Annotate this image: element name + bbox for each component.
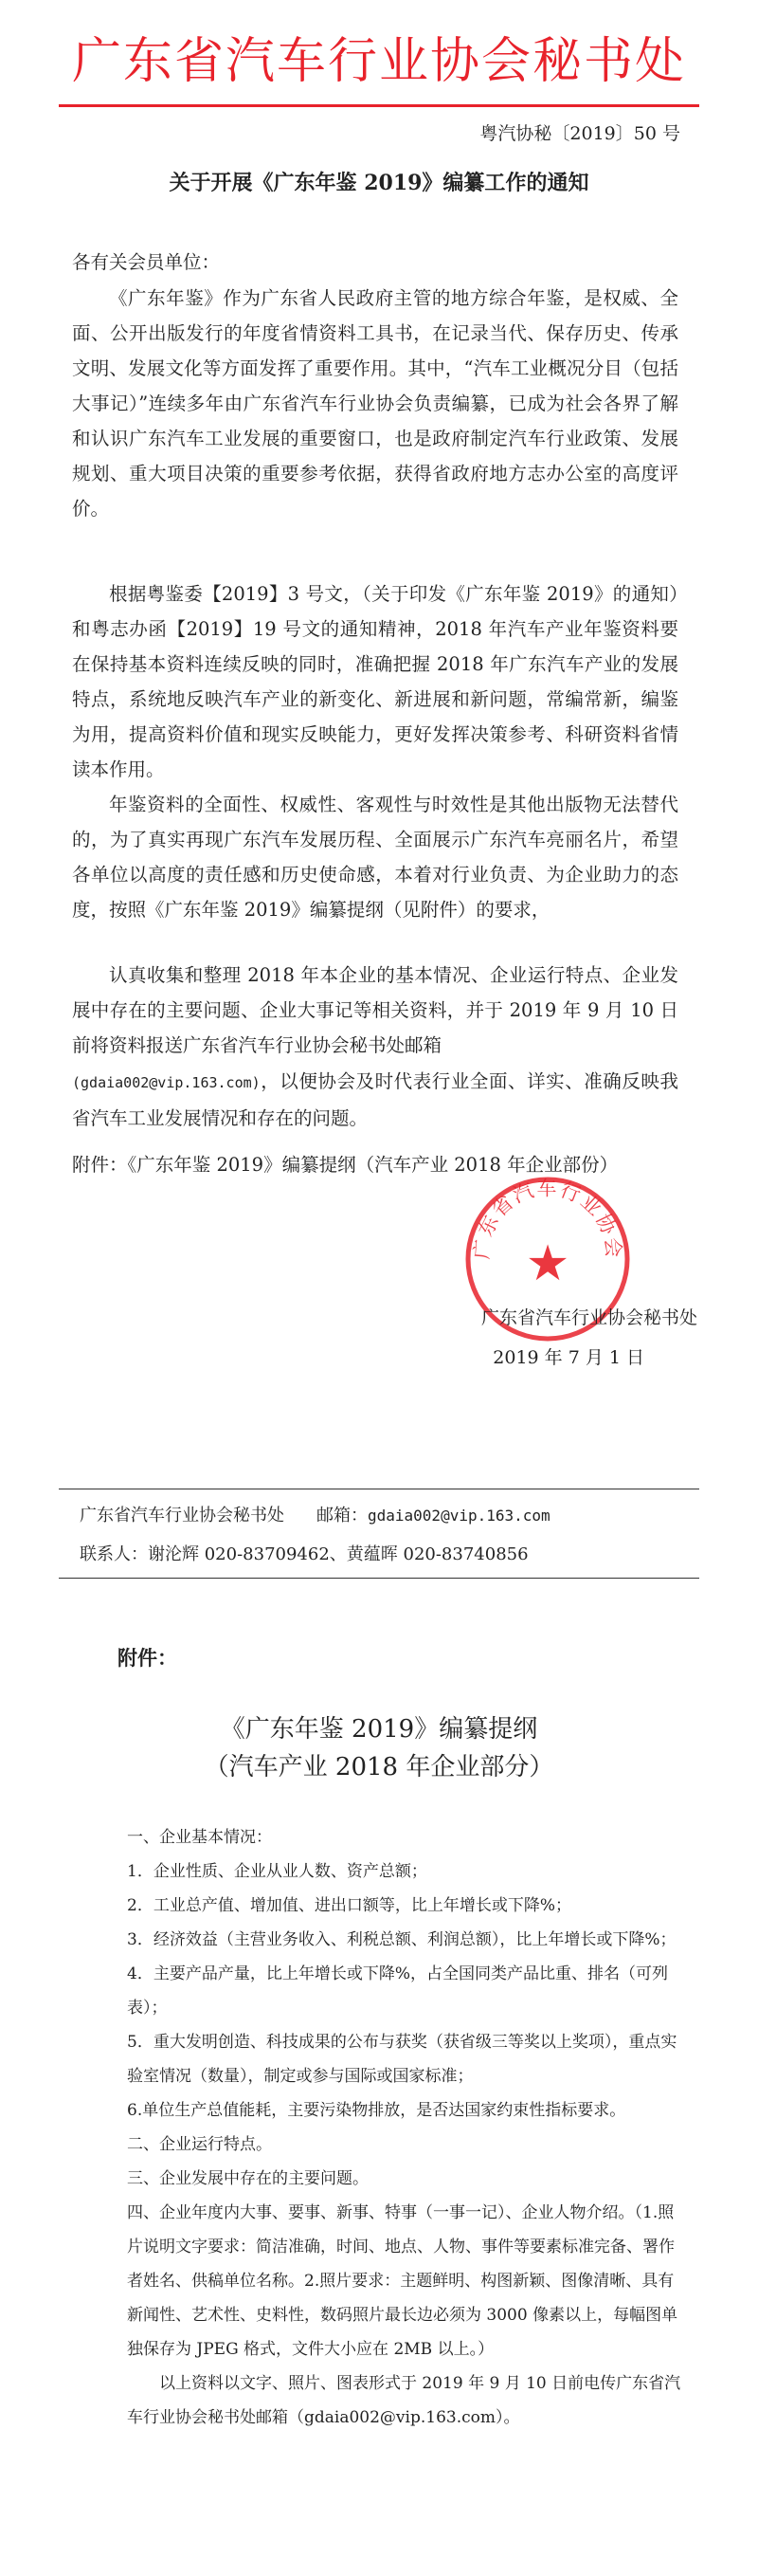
- paragraph-4-continued: [72, 1064, 678, 1136]
- paragraph-3: 年鉴资料的全面性、权威性、客观性与时效性是其他出版物无法替代的，为了真实再现广东汽车发展历程、全面展示广东汽车亮丽名片，希望各单位以高度的责任感和历史使命感，本着对行业负责、为企业助力的态度，按照《广东年鉴 2019》编纂提纲（见附件）的要求，: [72, 794, 678, 921]
- outline-item-6: 6.单位生产总值能耗，主要污染物排放，是否达国家约束性指标要求。: [127, 2101, 626, 2120]
- outline-item-5: 5．重大发明创造、科技成果的公布与获奖（获省级三等奖以上奖项），重点实验室情况（数量），制定或参与国际或国家标准；: [127, 2033, 677, 2086]
- issue-date: 2019 年 7 月 1 日: [493, 1347, 644, 1368]
- document-number: 粤汽协秘〔2019〕50 号: [479, 123, 680, 144]
- outline-item-2: 2．工业总产值、增加值、进出口额等，比上年增长或下降%；: [127, 1896, 571, 1915]
- outline-section-2: 二、企业运行特点。: [127, 2135, 272, 2154]
- paragraph-2: 根据粤鉴委【2019】3 号文，（关于印发《广东年鉴 2019》的通知）和粤志办函【2019】19 号文的通知精神，2018 年汽车产业年鉴资料要在保持基本资料连续反映的同时，准确把握 2018 年广东汽车产业的发展特点，系统地反映汽车产业的新变化、新进展和新问题，常编常新，编鉴为用，提高资料价值和现实反映能力，更好发挥决策参考、科研资料省情读本作用。: [72, 583, 678, 780]
- paragraph-4-rest: ，以便协会及时代表行业全面、详实、准确反映我省汽车工业发展情况和存在的问题。: [72, 1070, 678, 1129]
- salutation: 各有关会员单位：: [72, 251, 221, 273]
- paragraph-4: 认真收集和整理 2018 年本企业的基本情况、企业运行特点、企业发展中存在的主要问题、企业大事记等相关资料，并于 2019 年 9 月 10 日前将资料报送广东省汽车行业协会秘书处邮箱: [72, 964, 678, 1056]
- outline-section-3: 三、企业发展中存在的主要问题。: [127, 2169, 369, 2188]
- footer-email-label: 邮箱：: [316, 1506, 368, 1526]
- attachment-subtitle: （汽车产业 2018 年企业部分）: [204, 1753, 554, 1781]
- paragraph-1: 《广东年鉴》作为广东省人民政府主管的地方综合年鉴，是权威、全面、公开出版发行的年度省情资料工具书，在记录当代、保存历史、传承文明、发展文化等方面发挥了重要作用。其中，“汽车工业概况分目（包括大事记）”连续多年由广东省汽车行业协会负责编纂，已成为社会各界了解和认识广东汽车工业发展的重要窗口，也是政府制定汽车行业政策、发展规划、重大项目决策的重要参考依据，获得省政府地方志办公室的高度评价。: [72, 287, 678, 520]
- notice-email: (gdaia002@vip.163.com): [72, 1074, 261, 1091]
- attachment-title: 《广东年鉴 2019》编纂提纲: [220, 1715, 538, 1744]
- outline-closing: 以上资料以文字、照片、图表形式于 2019 年 9 月 10 日前电传广东省汽车行业协会秘书处邮箱（gdaia002@vip.163.com）。: [127, 2374, 681, 2427]
- notice-title: 关于开展《广东年鉴 2019》编纂工作的通知: [169, 171, 589, 195]
- footer-contacts: 联系人：谢沦辉 020-83709462、黄蕴晖 020-83740856: [80, 1544, 529, 1564]
- outline-item-1: 1．企业性质、企业从业人数、资产总额；: [127, 1862, 427, 1881]
- seal-text: 广东省汽车行业协会: [470, 1177, 625, 1261]
- attachment-note: 附件：《广东年鉴 2019》编纂提纲（汽车产业 2018 年企业部份）: [72, 1154, 619, 1176]
- footer-rule-bottom: [59, 1578, 699, 1579]
- outline-item-3: 3．经济效益（主营业务收入、利税总额、利润总额），比上年增长或下降%；: [127, 1930, 677, 1949]
- attachment-label: 附件：: [117, 1646, 177, 1670]
- attachment-outline: [127, 1820, 686, 2435]
- footer-org-line: [80, 1502, 550, 1526]
- org-letterhead: 广东省汽车行业协会秘书处: [71, 33, 686, 90]
- seal-star-icon: ★: [525, 1235, 570, 1292]
- letterhead-divider: [59, 104, 699, 107]
- footer-email: gdaia002@vip.163.com: [368, 1507, 550, 1525]
- outline-section-4: 四、企业年度内大事、要事、新事、特事（一事一记）、企业人物介绍。（1.照片说明文字要求：简洁准确，时间、地点、人物、事件等要素标准完备、署作者姓名、供稿单位名称。2.照片要求：主题鲜明、构图新颖、图像清晰、具有新闻性、艺术性、史料性，数码照片最长边必须为 3000 像素以上，每幅图单独保存为 JPEG 格式，文件大小应在 2MB 以上。）: [127, 2203, 678, 2359]
- outline-section-1: 一、企业基本情况：: [127, 1828, 272, 1847]
- outline-item-4: 4．主要产品产量，比上年增长或下降%，占全国同类产品比重、排名（可列表）；: [127, 1964, 668, 2018]
- footer-org: 广东省汽车行业协会秘书处: [80, 1506, 284, 1526]
- signature: 广东省汽车行业协会秘书处: [480, 1307, 697, 1328]
